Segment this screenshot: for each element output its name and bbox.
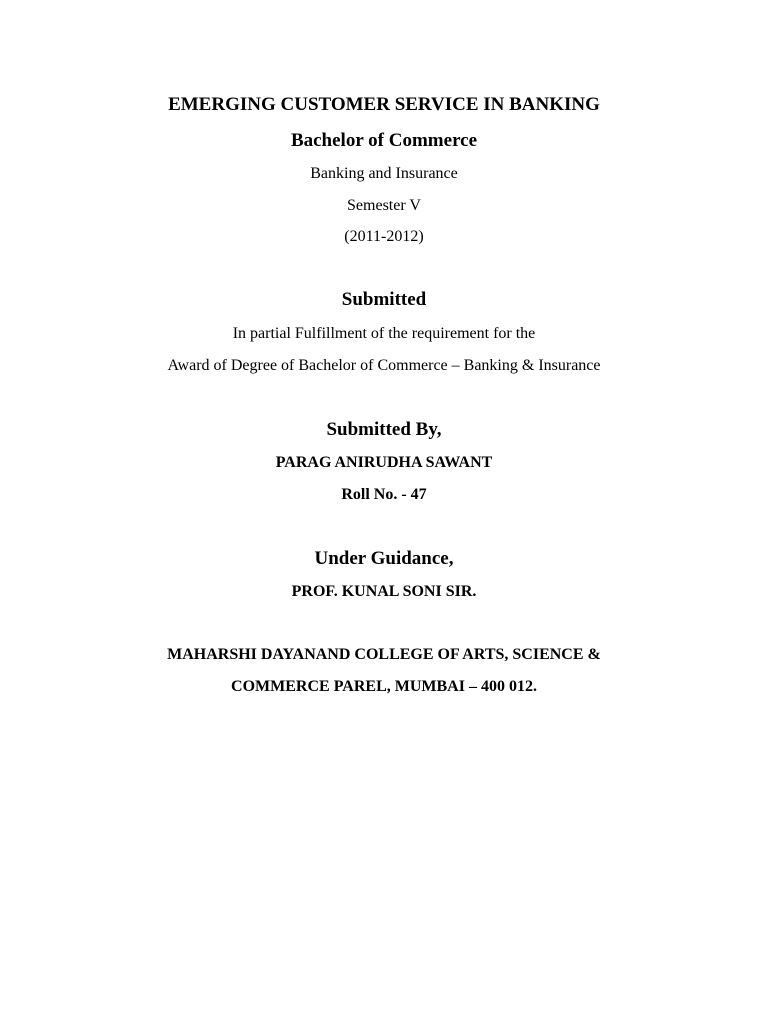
award-degree-text: Award of Degree of Bachelor of Commerce – Banking & Insurance [167, 357, 601, 374]
stream-name: Banking and Insurance [310, 165, 458, 182]
semester-label: Semester V [347, 197, 421, 214]
student-name: PARAG ANIRUDHA SAWANT [275, 454, 493, 471]
guide-name: PROF. KUNAL SONI SIR. [291, 583, 477, 600]
college-name-line-2: COMMERCE PAREL, MUMBAI – 400 012. [231, 678, 537, 695]
submitted-by-heading: Submitted By, [326, 419, 442, 440]
partial-fulfillment-text: In partial Fulfillment of the requirement for the [232, 325, 536, 342]
submitted-heading: Submitted [341, 289, 427, 310]
academic-year: (2011-2012) [344, 228, 424, 245]
guidance-heading: Under Guidance, [314, 548, 454, 569]
roll-number: Roll No. - 47 [341, 486, 427, 503]
degree-name: Bachelor of Commerce [290, 130, 478, 151]
college-name-line-1: MAHARSHI DAYANAND COLLEGE OF ARTS, SCIENCE & [167, 646, 601, 663]
project-title: EMERGING CUSTOMER SERVICE IN BANKING [168, 94, 600, 115]
